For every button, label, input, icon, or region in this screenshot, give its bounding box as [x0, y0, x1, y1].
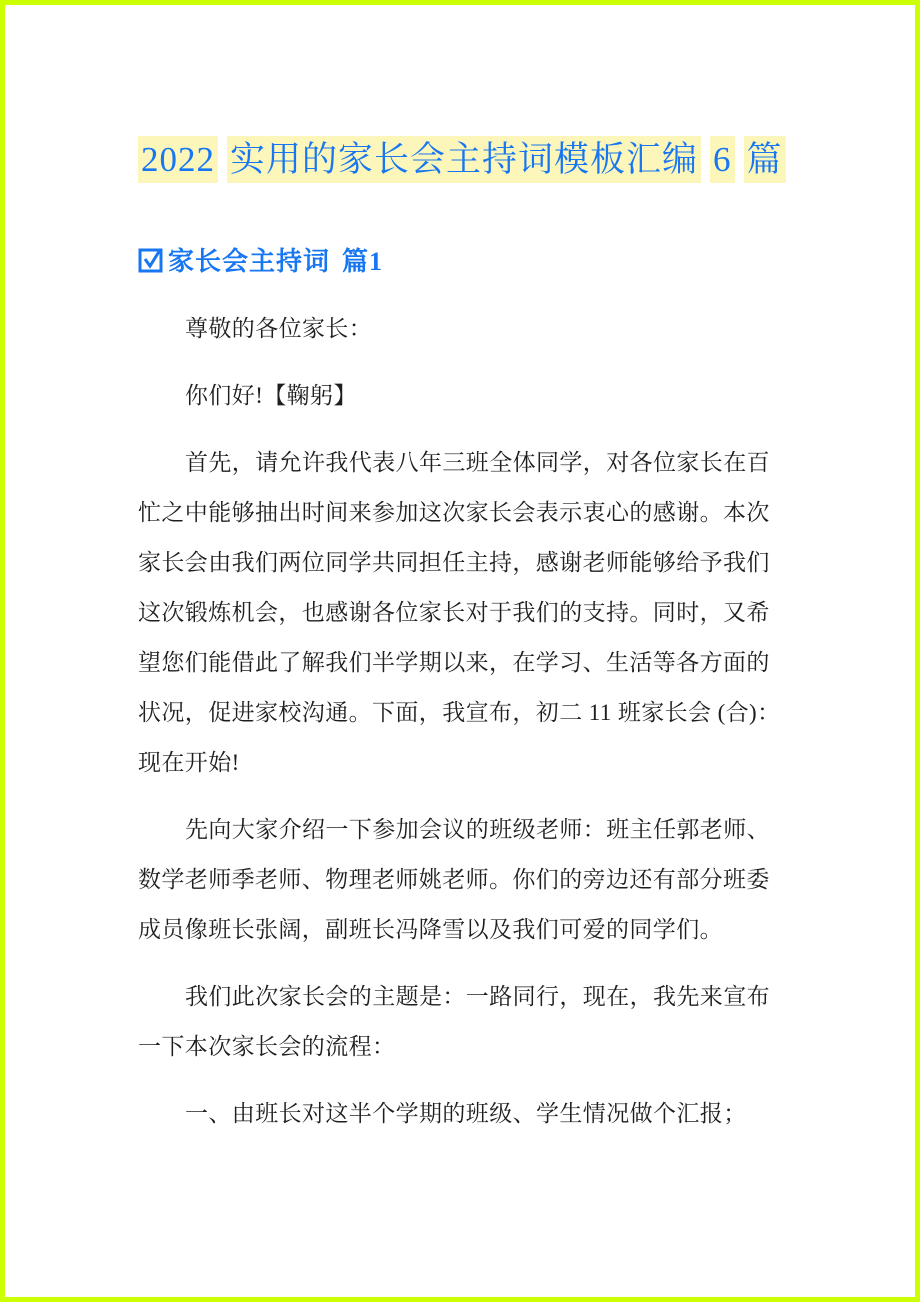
text-line: 这次锻炼机会，也感谢各位家长对于我们的支持。同时，又希 [138, 600, 770, 625]
section-heading-label: 家长会主持词 [168, 247, 331, 276]
paragraph [138, 371, 770, 421]
paragraph [138, 1089, 770, 1139]
text-line: 现在开始! [138, 750, 240, 775]
paragraph [138, 304, 770, 354]
text-line: 家长会由我们两位同学共同担任主持，感谢老师能够给予我们 [138, 550, 770, 575]
paragraph [138, 972, 770, 1072]
text-line: 你们好!【鞠躬】 [185, 383, 357, 408]
title-run: 篇 [744, 136, 786, 183]
paragraph [138, 438, 781, 788]
text-line: 数学老师季老师、物理老师姚老师。你们的旁边还有部分班委 [138, 867, 770, 892]
section-heading [138, 244, 770, 280]
title-run: 实用的家长会主持词模板汇编 [227, 136, 701, 183]
title-run: 6 [710, 136, 735, 183]
title-run: 2022 [138, 136, 218, 183]
text-line: 成员像班长张阔，副班长冯降雪以及我们可爱的同学们。 [138, 917, 723, 942]
paragraph [138, 805, 770, 955]
text-line: 我们此次家长会的主题是：一路同行，现在，我先来宣布 [185, 984, 770, 1009]
text-line: 首先，请允许我代表八年三班全体同学，对各位家长在百 [185, 450, 770, 475]
text-line: 一下本次家长会的流程： [138, 1034, 396, 1059]
text-line: 一、由班长对这半个学期的班级、学生情况做个汇报； [185, 1101, 747, 1126]
text-line: 望您们能借此了解我们半学期以来，在学习、生活等各方面的 [138, 650, 770, 675]
text-line: 忙之中能够抽出时间来参加这次家长会表示衷心的感谢。本次 [138, 500, 770, 525]
text-line: 状况，促进家校沟通。下面，我宣布，初二 11 班家长会 (合)： [138, 700, 781, 725]
text-line: 尊敬的各位家长： [185, 316, 373, 341]
text-line: 先向大家介绍一下参加会议的班级老师：班主任郭老师、 [185, 817, 770, 842]
checked-checkbox-icon [138, 244, 165, 280]
document-body [138, 304, 781, 1139]
section-heading-part: 篇1 [342, 247, 384, 276]
document-title [138, 136, 783, 184]
